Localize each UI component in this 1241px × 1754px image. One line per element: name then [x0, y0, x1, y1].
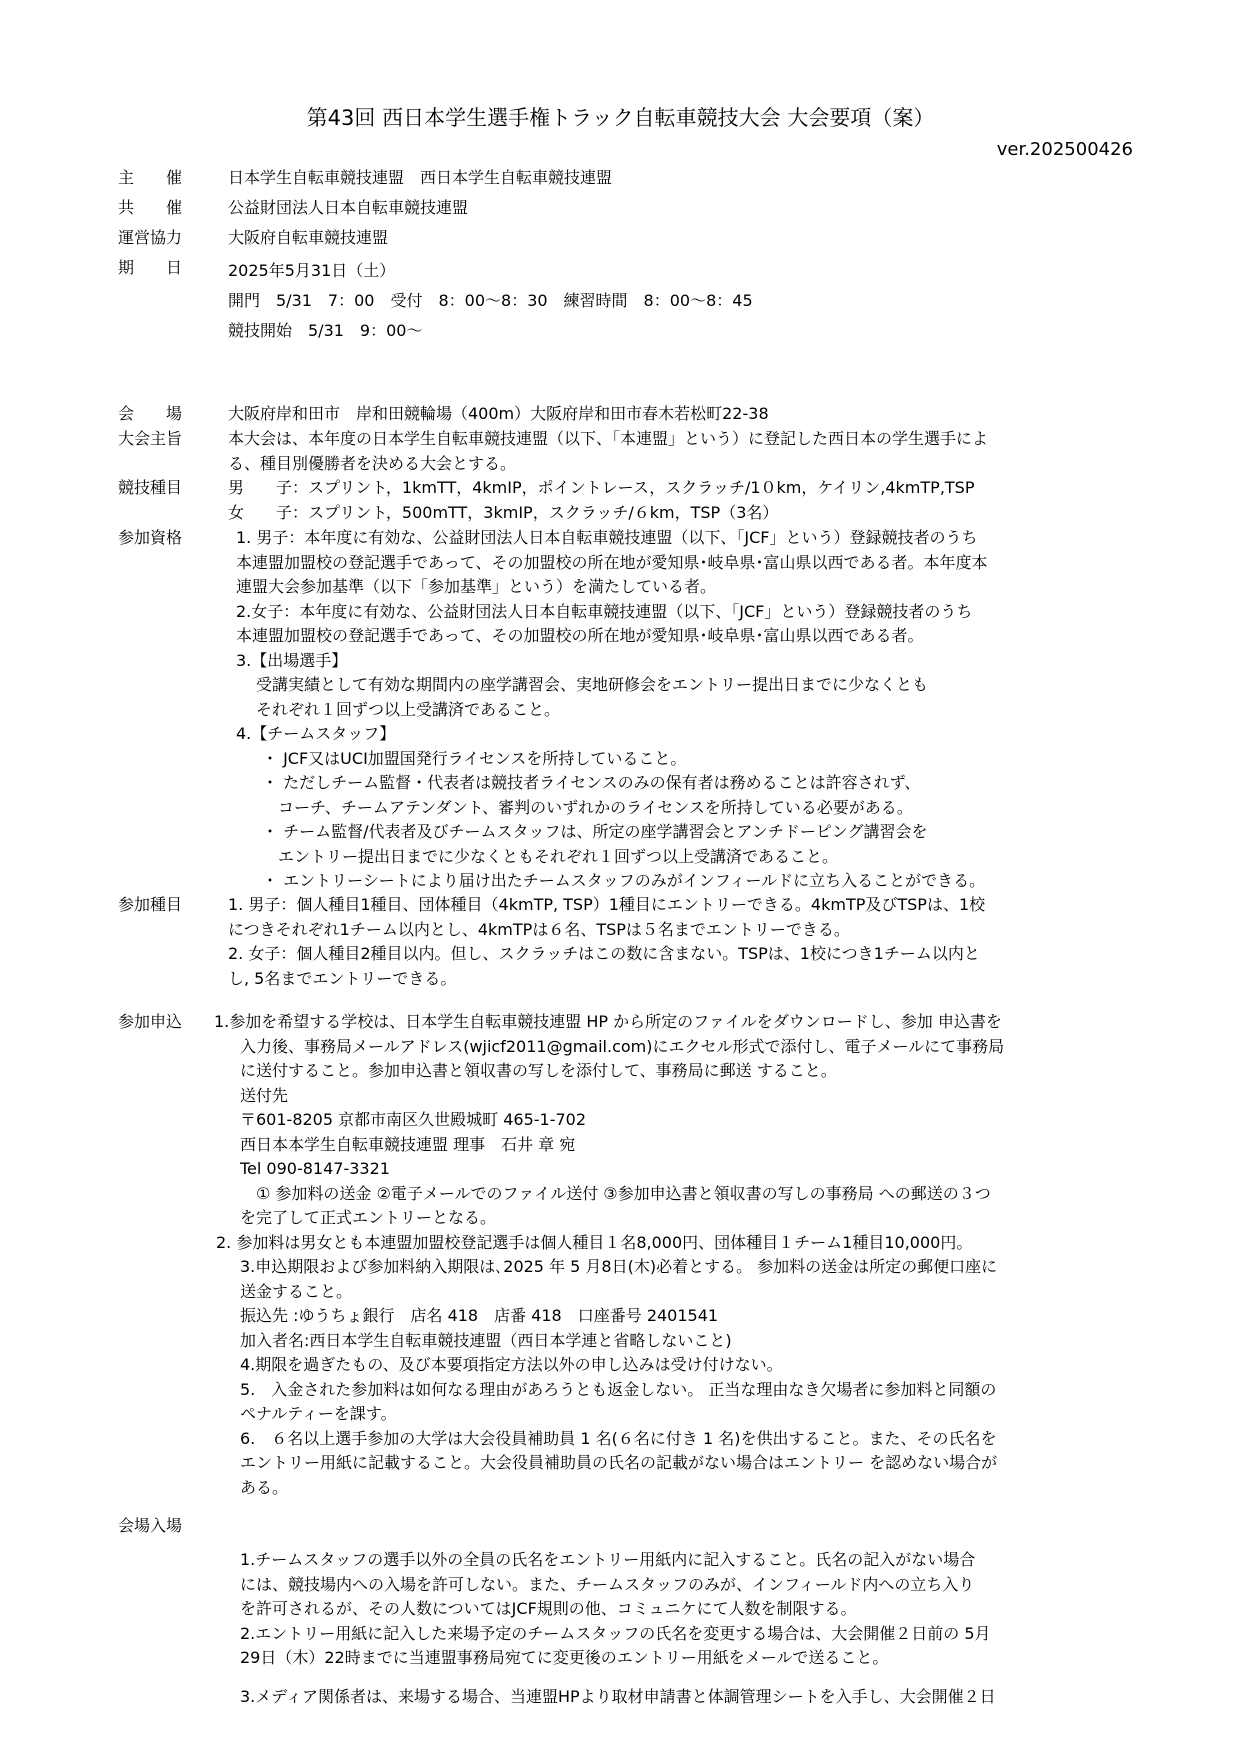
application-line: 送金すること。	[240, 1281, 353, 1301]
eligibility-bullet-line: ・ JCF又はUCI加盟国発行ライセンスを所持していること。	[262, 748, 687, 768]
admission-line: 1.チームスタッフの選手以外の全員の氏名をエントリー用紙内に記入すること。氏名の記入がない場合	[240, 1550, 976, 1569]
eligibility-item-line: 連盟大会参加基準（以下「参加基準」という）を満たしている者。	[236, 577, 717, 596]
application-bank-line: 加入者名:西日本学生自転車競技連盟（西日本学連と省略しないこと)	[240, 1330, 732, 1350]
application-line: ① 参加料の送金 ②電子メールでのファイル送付 ③参加申込書と領収書の写しの事務局 への郵送の３つ	[240, 1183, 991, 1203]
admission-body	[240, 1548, 1135, 1709]
application-line: 1.参加を希望する学校は、日本学生自転車競技連盟 HP から所定のファイルをダウンロードし、参加 申込書を	[214, 1012, 1002, 1031]
application-line: ある。	[240, 1477, 289, 1497]
eligibility-item-line: それぞれ１回ずつ以上受講済であること。	[256, 699, 561, 719]
application-line: を完了して正式エントリーとなる。	[240, 1208, 497, 1227]
date-line: 競技開始 5/31 9：00～	[228, 321, 423, 340]
application-line: 4.期限を過ぎたもの、及び本要項指定方法以外の申し込みは受け付けない。	[240, 1355, 783, 1374]
organizer-label: 主 催	[118, 168, 183, 187]
eligibility-bullet-line: ・ ただしチーム監督・代表者は競技者ライセンスのみの保有者は務めることは許容されず、	[262, 773, 921, 792]
cooperation-value: 大阪府自転車競技連盟	[228, 228, 389, 247]
application-line: 6. ６名以上選手参加の大学は大会役員補助員 1 名(６名に付き 1 名)を供出すること。また、その氏名を	[240, 1428, 997, 1448]
entry-events-body	[228, 893, 1135, 991]
eligibility-bullet-line: ・ チーム監督/代表者及びチームスタッフは、所定の座学講習会とアンチドーピング講習会を	[262, 822, 928, 841]
events-women-line: 女 子：スプリント，500mTT，3kmIP，スクラッチ/６km，TSP（3名）	[228, 502, 779, 522]
application-line: に送付すること。参加申込書と領収書の写しを添付して、事務局に郵送 すること。	[240, 1061, 837, 1080]
application-line: ペナルティーを課す。	[240, 1404, 397, 1423]
entry-events-line: し, 5名までエントリーできる。	[228, 968, 457, 988]
eligibility-item-line: 受講実績として有効な期間内の座学講習会、実地研修会をエントリー提出日までに少なくとも	[256, 675, 929, 694]
admission-line: 29日（木）22時までに当連盟事務局宛てに変更後のエントリー用紙をメールで送ること。	[240, 1648, 889, 1667]
application-body	[214, 1010, 1135, 1500]
eligibility-bullet-line: コーチ、チームアテンダント、審判のいずれかのライセンスを所持している必要がある。	[262, 797, 913, 817]
eligibility-body	[228, 526, 1135, 894]
purpose-body	[228, 427, 1135, 476]
date-line: 2025年5月31日（土）	[228, 261, 396, 280]
application-address-line: 西日本本学生自転車競技連盟 理事 石井 章 宛	[240, 1134, 576, 1154]
purpose-label: 大会主旨	[118, 429, 183, 448]
application-line: 5. 入金された参加料は如何なる理由があろうとも返金しない。 正当な理由なき欠場者に参加料と同額の	[240, 1379, 997, 1399]
eligibility-bullet-line: エントリー提出日までに少なくともそれぞれ１回ずつ以上受講済であること。	[262, 846, 839, 866]
co-organizer-label: 共 催	[118, 198, 183, 217]
entry-events-label: 参加種目	[118, 895, 183, 914]
events-label: 競技種目	[118, 478, 183, 497]
application-line: エントリー用紙に記載すること。大会役員補助員の氏名の記載がない場合はエントリー を認めない場合が	[240, 1453, 998, 1472]
organizer-value: 日本学生自転車競技連盟 西日本学生自転車競技連盟	[228, 168, 613, 187]
eligibility-item-line: 本連盟加盟校の登記選手であって、その加盟校の所在地が愛知県･岐阜県･富山県以西である者。	[236, 626, 924, 645]
purpose-line: 本大会は、本年度の日本学生自転車競技連盟（以下、「本連盟」という）に登記した西日本の学生選手によ	[228, 429, 989, 448]
admission-line: を許可されるが、その人数についてはJCF規則の他、コミュニケにて人数を制限する。	[240, 1599, 857, 1618]
eligibility-label: 参加資格	[118, 528, 183, 547]
eligibility-item-heading: 3.【出場選手】	[236, 650, 348, 670]
venue-value: 大阪府岸和田市 岸和田競輪場（400m）大阪府岸和田市春木若松町22-38	[228, 404, 769, 423]
cooperation-label: 運営協力	[118, 228, 183, 247]
venue-label: 会 場	[118, 404, 183, 423]
application-address-line: 〒601-8205 京都市南区久世殿城町 465-1-702	[240, 1110, 587, 1129]
admission-line: 2.エントリー用紙に記入した来場予定のチームスタッフの氏名を変更する場合は、大会開催２日前の 5月	[240, 1623, 991, 1643]
application-fee-line: 2. 参加料は男女とも本連盟加盟校登記選手は個人種目１名8,000円、団体種目１チーム1種目10,000円。	[216, 1232, 973, 1252]
admission-label: 会場入場	[118, 1516, 183, 1535]
version-label: ver.202500426	[996, 139, 1133, 160]
eligibility-item-line: 2.女子：本年度に有効な、公益財団法人日本自転車競技連盟（以下、「JCF」という）登録競技者のうち	[236, 601, 973, 621]
admission-line: 3.メディア関係者は、来場する場合、当連盟HPより取材申請書と体調管理シートを入手し、大会開催２日	[240, 1686, 996, 1706]
application-bank-line: 振込先 :ゆうちょ銀行 店名 418 店番 418 口座番号 2401541	[240, 1306, 719, 1325]
date-body	[228, 256, 1135, 346]
entry-events-line: 2. 女子：個人種目2種目以内。但し、スクラッチはこの数に含まない。TSPは、1校につき1チーム以内と	[228, 944, 980, 963]
date-label: 期 日	[118, 258, 183, 277]
application-label: 参加申込	[118, 1012, 183, 1031]
eligibility-item-line: 1. 男子：本年度に有効な、公益財団法人日本自転車競技連盟（以下、「JCF」という）登録競技者のうち	[236, 528, 978, 547]
events-body	[228, 476, 1135, 525]
entry-events-line: 1. 男子：個人種目1種目、団体種目（4kmTP, TSP）1種目にエントリーできる。4kmTP及びTSPは、1校	[228, 895, 986, 914]
application-line: 3.申込期限および参加料納入期限は､2025 年 5 月8日(木)必着とする。 参加料の送金は所定の郵便口座に	[240, 1257, 998, 1276]
date-line: 開門 5/31 7：00 受付 8：00～8：30 練習時間 8：00～8：45	[228, 291, 753, 310]
document-title: 第43回 西日本学生選手権トラック自転車競技大会 大会要項（案）	[306, 106, 935, 130]
eligibility-bullet-line: ・ エントリーシートにより届け出たチームスタッフのみがインフィールドに立ち入ることができる。	[262, 871, 986, 890]
entry-events-line: につきそれぞれ1チーム以内とし、4kmTPは６名、TSPは５名までエントリーできる。	[228, 919, 850, 939]
application-phone-line: Tel 090-8147-3321	[240, 1159, 390, 1178]
eligibility-item-line: 本連盟加盟校の登記選手であって、その加盟校の所在地が愛知県･岐阜県･富山県以西である者。本年度本	[236, 552, 988, 572]
admission-line: には、競技場内への入場を許可しない。また、チームスタッフのみが、インフィールド内への立ち入り	[240, 1574, 975, 1594]
events-men-line: 男 子：スプリント，1kmTT，4kmIP，ポイントレース，スクラッチ/1０km，ケイリン,4kmTP,TSP	[228, 478, 975, 497]
application-line: 送付先	[240, 1085, 289, 1105]
purpose-line: る、種目別優勝者を決める大会とする。	[228, 453, 517, 473]
eligibility-item-heading: 4.【チームスタッフ】	[236, 724, 396, 743]
application-line: 入力後、事務局メールアドレス(wjicf2011@gmail.com)にエクセル形式で添付し、電子メールにて事務局	[240, 1036, 1005, 1056]
co-organizer-value: 公益財団法人日本自転車競技連盟	[228, 198, 469, 217]
